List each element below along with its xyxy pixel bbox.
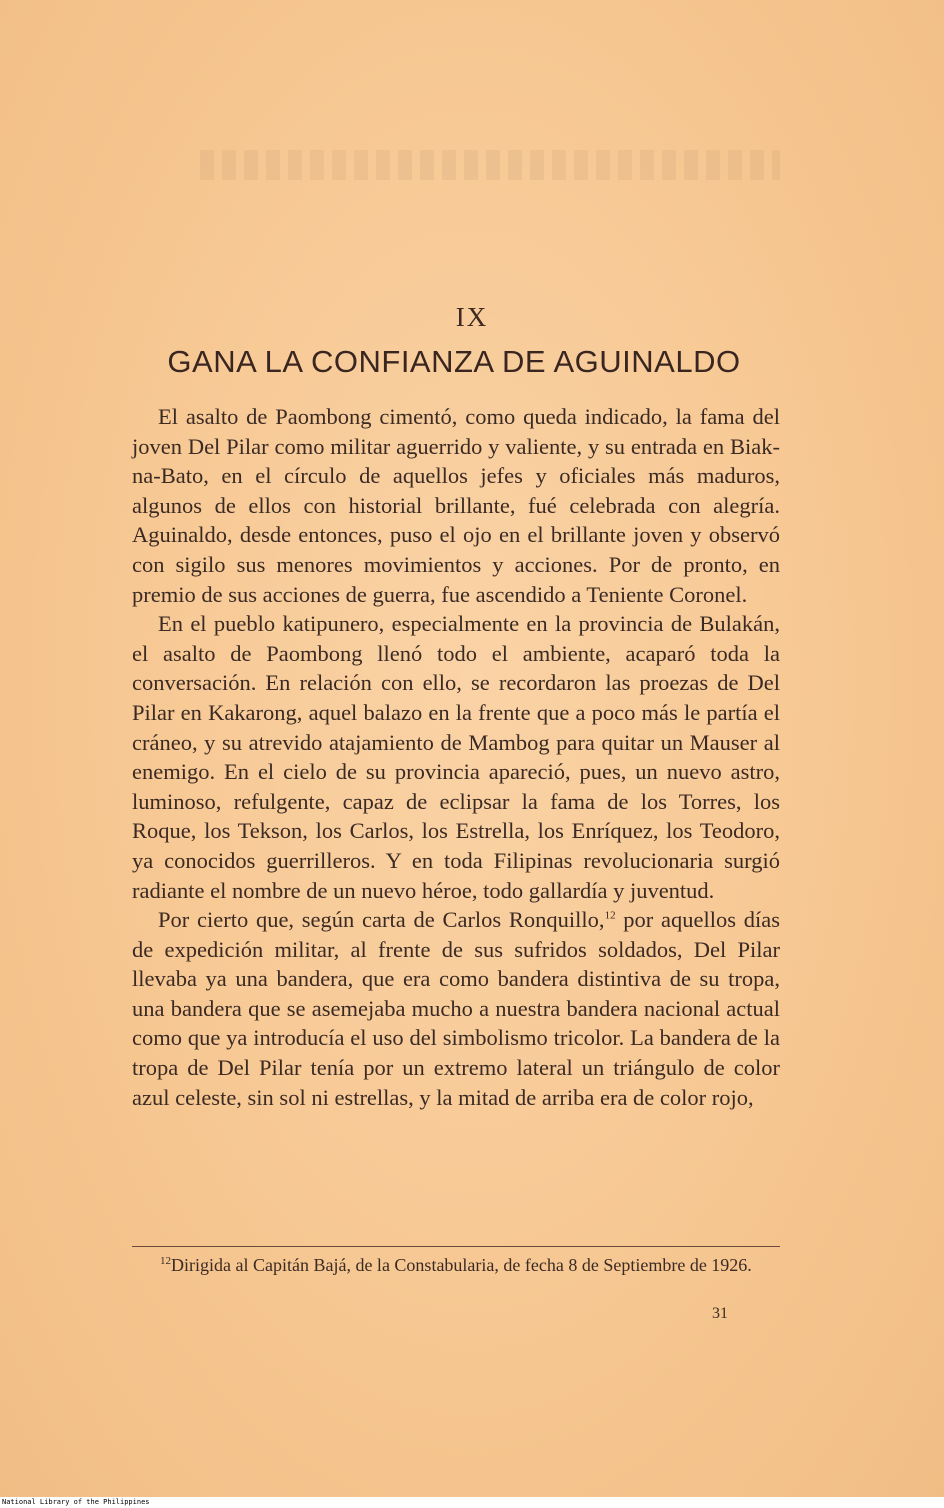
chapter-number: IX xyxy=(455,302,489,332)
library-watermark: National Library of the Philippines xyxy=(0,1497,944,1508)
footnote xyxy=(132,1250,780,1280)
footnote-reference: 12 xyxy=(604,909,616,922)
footnote-mark: 12 xyxy=(160,1255,171,1267)
chapter-title: GANA LA CONFIANZA DE AGUINALDO xyxy=(167,344,741,379)
paragraph-3 xyxy=(132,905,780,1112)
footnote-divider xyxy=(132,1246,780,1247)
paragraph-3-text-b: por aquellos días de expedición militar, al frente de sus sufridos soldados, Del Pilar llevaba ya una bandera, que era como bandera distintiva de su tropa, una bandera que se asemejaba mucho a nuestra bandera nacional actual como que ya introducía el uso del simbolismo tricolor. La bandera de la tropa de Del Pilar tenía por un extremo lateral un triángulo de color azul celeste, sin sol ni estrellas, y la mitad de arriba era de color rojo, xyxy=(132,907,780,1110)
paragraph-2: En el pueblo katipunero, especialmente en la provincia de Bulakán, el asalto de Paombong llenó todo el ambiente, acaparó toda la conversación. En relación con ello, se recordaron las proezas de Del Pilar en Kakarong, aquel balazo en la frente que a poco más le partía el cráneo, y su atrevido atajamiento de Mambog para quitar un Mauser al enemigo. En el cielo de su provincia apareció, pues, un nuevo astro, luminoso, refulgente, capaz de eclipsar la fama de los Torres, los Roque, los Tekson, los Carlos, los Estrella, los Enríquez, los Teodoro, ya conocidos guerrilleros. Y en toda Filipinas revolucionaria surgió radiante el nombre de un nuevo héroe, todo gallardía y juventud. xyxy=(132,611,780,903)
paragraph-1: El asalto de Paombong cimentó, como queda indicado, la fama del joven Del Pilar como militar aguerrido y valiente, y su entrada en Biak-na-Bato, en el círculo de aquellos jefes y oficiales más maduros, algunos de ellos con historial brillante, fué celebrada con alegría. Aguinaldo, desde entonces, puso el ojo en el brillante joven y observó con sigilo sus menores movimientos y acciones. Por de pronto, en premio de sus acciones de guerra, fue ascendido a Teniente Coronel. xyxy=(132,404,780,607)
footnote-text: Dirigida al Capitán Bajá, de la Constabularia, de fecha 8 de Septiembre de 1926. xyxy=(171,1255,752,1275)
page-number: 31 xyxy=(712,1305,728,1322)
body-text xyxy=(132,402,780,1112)
paragraph-3-text-a: Por cierto que, según carta de Carlos Ronquillo, xyxy=(158,907,605,933)
show-through-text xyxy=(200,150,780,180)
